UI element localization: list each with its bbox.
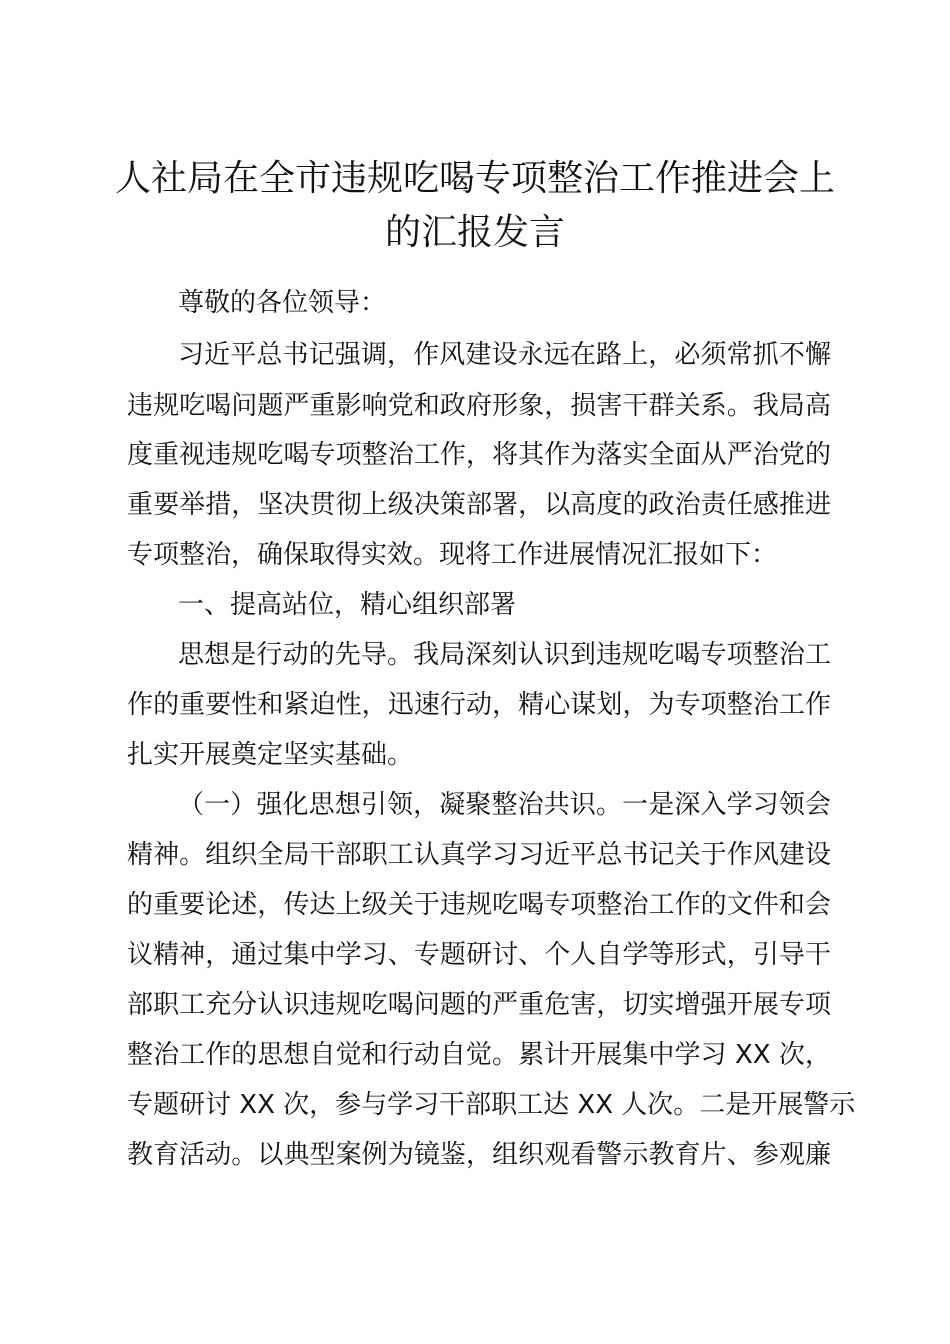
salutation: 尊敬的各位领导： [178,288,387,318]
paragraph-line: （一）强化思想引领，凝聚整治共识。一是深入学习领会 [178,790,831,820]
document-title [115,152,835,260]
paragraph-line: 习近平总书记强调，作风建设永远在路上，必须常抓不懈 [178,340,831,370]
paragraph-line: 整治工作的思想自觉和行动自觉。累计开展集中学习 XX 次， [127,1040,831,1070]
paragraph-line: 专题研讨 XX 次，参与学习干部职工达 XX 人次。二是开展警示 [127,1090,856,1120]
title-line-2: 的汇报发言 [384,212,565,253]
paragraph-line: 度重视违规吃喝专项整治工作，将其作为落实全面从严治党的 [127,440,831,470]
paragraph-line: 思想是行动的先导。我局深刻认识到违规吃喝专项整治工 [178,640,831,670]
paragraph-line: 作的重要性和紧迫性，迅速行动，精心谋划，为专项整治工作 [127,690,831,720]
paragraph-line: 的重要论述，传达上级关于违规吃喝专项整治工作的文件和会 [127,890,831,920]
paragraph-line: 扎实开展奠定坚实基础。 [127,740,414,770]
paragraph-line: 违规吃喝问题严重影响党和政府形象，损害干群关系。我局高 [127,391,831,421]
section-heading: 一、提高站位，精心组织部署 [178,590,517,620]
paragraph-line: 部职工充分认识违规吃喝问题的严重危害，切实增强开展专项 [127,990,831,1020]
paragraph-line: 教育活动。以典型案例为镜鉴，组织观看警示教育片、参观廉 [127,1140,831,1170]
title-line-1: 人社局在全市违规吃喝专项整治工作推进会上 [115,158,836,199]
paragraph-line: 重要举措，坚决贯彻上级决策部署，以高度的政治责任感推进 [127,490,831,520]
paragraph-line: 精神。组织全局干部职工认真学习习近平总书记关于作风建设 [127,840,831,870]
paragraph-line: 专项整治，确保取得实效。现将工作进展情况汇报如下： [127,540,778,570]
paragraph-line: 议精神，通过集中学习、专题研讨、个人自学等形式，引导干 [127,940,831,970]
